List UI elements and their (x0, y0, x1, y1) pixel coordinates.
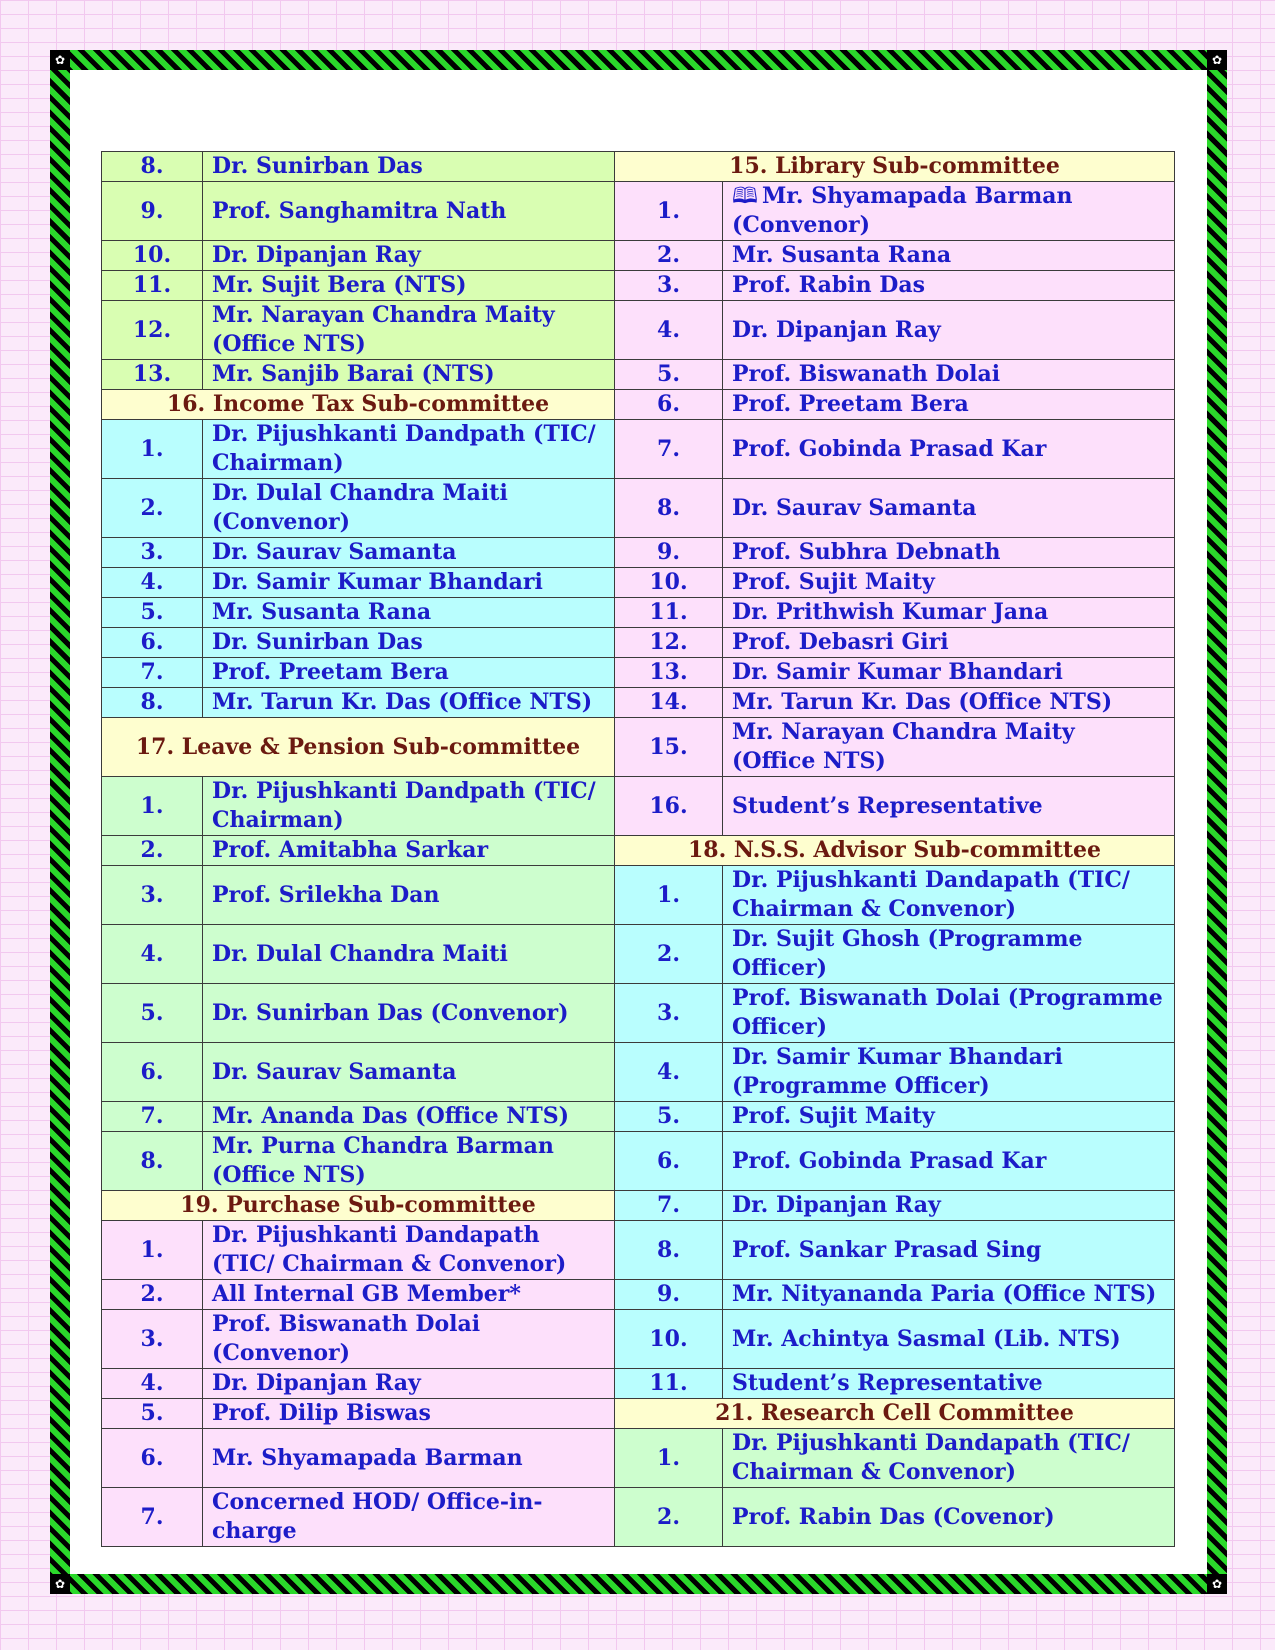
member-name-cell (723, 1132, 1175, 1191)
member-name: Prof. Preetam Bera (732, 391, 969, 417)
member-name: Mr. Sanjib Barai (NTS) (212, 361, 495, 387)
member-name: Dr. Pijushkanti Dandpath (TIC/ Chairman) (212, 421, 596, 476)
member-name: Prof. Sanghamitra Nath (212, 197, 507, 224)
member-name-cell (723, 1221, 1175, 1280)
member-name-cell (723, 538, 1175, 568)
table-row (102, 1488, 1175, 1547)
section-heading: 15. Library Sub-committee (615, 152, 1175, 182)
member-name: Prof. Biswanath Dolai (732, 361, 1001, 387)
table-row (102, 1429, 1175, 1488)
serial-number: 15. (615, 718, 723, 777)
member-name: Student’s Representative (732, 1370, 1043, 1396)
member-name: Prof. Biswanath Dolai (Convenor) (212, 1311, 481, 1366)
member-name-cell (203, 182, 615, 241)
serial-number: 6. (102, 1043, 203, 1102)
table-row (102, 658, 1175, 688)
serial-number: 8. (615, 1221, 723, 1280)
table-row (102, 836, 1175, 866)
table-row (102, 1310, 1175, 1369)
section-heading: 19. Purchase Sub-committee (102, 1191, 615, 1221)
member-name-cell (203, 360, 615, 390)
serial-number: 7. (102, 1102, 203, 1132)
member-name: Prof. Sujit Maity (732, 1103, 935, 1129)
member-name: Dr. Prithwish Kumar Jana (732, 599, 1049, 625)
member-name-cell (723, 301, 1175, 360)
serial-number: 9. (615, 1280, 723, 1310)
committee-table-body (102, 152, 1175, 1547)
table-row (102, 984, 1175, 1043)
member-name: Prof. Biswanath Dolai (Programme Officer) (732, 985, 1163, 1040)
serial-number: 4. (615, 301, 723, 360)
section-heading: 16. Income Tax Sub-committee (102, 390, 615, 420)
member-name-cell (203, 1280, 615, 1310)
table-row (102, 1280, 1175, 1310)
member-name: Mr. Ananda Das (Office NTS) (212, 1103, 570, 1129)
member-name: Dr. Pijushkanti Dandpath (TIC/ Chairman) (212, 778, 596, 833)
member-name-cell (203, 479, 615, 538)
table-row (102, 866, 1175, 925)
member-name-cell (723, 1191, 1175, 1221)
table-row (102, 1043, 1175, 1102)
member-name-cell (723, 688, 1175, 718)
table-row (102, 152, 1175, 182)
serial-number: 7. (615, 420, 723, 479)
member-name: Mr. Susanta Rana (732, 242, 952, 268)
member-name-cell (203, 836, 615, 866)
section-heading: 17. Leave & Pension Sub-committee (102, 718, 615, 777)
table-row (102, 301, 1175, 360)
member-name-cell (723, 1310, 1175, 1369)
member-name-cell (723, 241, 1175, 271)
member-name-cell (203, 1369, 615, 1399)
member-name-cell (723, 271, 1175, 301)
serial-number: 9. (102, 182, 203, 241)
member-name-cell (723, 1488, 1175, 1547)
member-name-cell (203, 271, 615, 301)
serial-number: 9. (615, 538, 723, 568)
table-row (102, 925, 1175, 984)
serial-number: 5. (615, 1102, 723, 1132)
member-name-cell (723, 568, 1175, 598)
member-name-cell (723, 866, 1175, 925)
member-name-cell (203, 658, 615, 688)
serial-number: 2. (102, 1280, 203, 1310)
serial-number: 2. (615, 925, 723, 984)
member-name: Dr. Dulal Chandra Maiti (Convenor) (212, 480, 508, 535)
member-name: Prof. Dilip Biswas (212, 1400, 431, 1426)
member-name: Mr. Susanta Rana (212, 599, 432, 625)
serial-number: 12. (102, 301, 203, 360)
serial-number: 2. (615, 1488, 723, 1547)
member-name-cell (203, 598, 615, 628)
member-name-cell (723, 360, 1175, 390)
table-row (102, 718, 1175, 777)
member-name: Prof. Sankar Prasad Sing (732, 1236, 1042, 1263)
member-name-cell (203, 984, 615, 1043)
member-name: Prof. Debasri Giri (732, 629, 949, 655)
member-name-cell (203, 1310, 615, 1369)
serial-number: 6. (615, 1132, 723, 1191)
serial-number: 3. (102, 1310, 203, 1369)
member-name-cell (203, 420, 615, 479)
table-row (102, 271, 1175, 301)
table-row (102, 598, 1175, 628)
member-name-cell (203, 1221, 615, 1280)
member-name-cell (203, 688, 615, 718)
table-row (102, 182, 1175, 241)
table-row (102, 1191, 1175, 1221)
serial-number: 8. (102, 688, 203, 718)
member-name-cell (723, 390, 1175, 420)
member-name: Mr. Narayan Chandra Maity (Office NTS) (732, 719, 1075, 774)
member-name: Prof. Srilekha Dan (212, 881, 440, 908)
member-name: All Internal GB Member* (212, 1281, 521, 1307)
serial-number: 8. (102, 1132, 203, 1191)
serial-number: 5. (102, 1399, 203, 1429)
member-name-cell (203, 1429, 615, 1488)
member-name: Dr. Dipanjan Ray (732, 316, 941, 343)
member-name: Dr. Samir Kumar Bhandari (Programme Officer) (732, 1044, 1063, 1099)
member-name: Dr. Sunirban Das (212, 629, 423, 655)
serial-number: 5. (102, 984, 203, 1043)
member-name-cell (723, 718, 1175, 777)
member-name: Prof. Gobinda Prasad Kar (732, 1147, 1047, 1174)
serial-number: 3. (102, 538, 203, 568)
member-name: Dr. Pijushkanti Dandapath (TIC/ Chairman & Convenor) (732, 867, 1130, 922)
serial-number: 4. (102, 925, 203, 984)
table-row (102, 1369, 1175, 1399)
member-name-cell (723, 925, 1175, 984)
member-name: Mr. Achintya Sasmal (Lib. NTS) (732, 1325, 1121, 1352)
table-row (102, 1102, 1175, 1132)
member-name-cell (203, 866, 615, 925)
member-name-cell (723, 658, 1175, 688)
serial-number: 7. (615, 1191, 723, 1221)
serial-number: 1. (615, 866, 723, 925)
member-name: Mr. Sujit Bera (NTS) (212, 272, 467, 298)
member-name-cell (723, 1369, 1175, 1399)
section-heading: 21. Research Cell Committee (615, 1399, 1175, 1429)
member-name-cell (203, 1488, 615, 1547)
member-name-cell (203, 1043, 615, 1102)
corner-ornament-icon: ✿ (50, 1574, 70, 1594)
member-name: Mr. Tarun Kr. Das (Office NTS) (732, 689, 1113, 715)
member-name-cell (723, 182, 1175, 241)
table-row (102, 628, 1175, 658)
table-row (102, 1399, 1175, 1429)
member-name-cell (723, 1280, 1175, 1310)
member-name-cell (203, 538, 615, 568)
serial-number: 1. (615, 1429, 723, 1488)
serial-number: 4. (102, 1369, 203, 1399)
table-row (102, 360, 1175, 390)
member-name: Prof. Preetam Bera (212, 659, 449, 685)
member-name-cell (203, 152, 615, 182)
serial-number: 1. (102, 1221, 203, 1280)
member-name: Dr. Dipanjan Ray (212, 1370, 421, 1396)
serial-number: 11. (615, 598, 723, 628)
member-name: Mr. Shyamapada Barman (Convenor) (732, 183, 1073, 238)
member-name: Dr. Pijushkanti Dandapath (TIC/ Chairman & Convenor) (212, 1222, 567, 1277)
member-name-cell (203, 777, 615, 836)
serial-number: 13. (102, 360, 203, 390)
member-name-cell (723, 420, 1175, 479)
member-name: Prof. Amitabha Sarkar (212, 837, 489, 863)
corner-ornament-icon: ✿ (1207, 50, 1227, 70)
member-name-cell (723, 628, 1175, 658)
member-name-cell (723, 1429, 1175, 1488)
member-name: Dr. Samir Kumar Bhandari (732, 659, 1063, 685)
member-name: Dr. Sunirban Das (212, 153, 423, 179)
table-row (102, 241, 1175, 271)
serial-number: 8. (102, 152, 203, 182)
serial-number: 1. (615, 182, 723, 241)
member-name-cell (723, 598, 1175, 628)
member-name: Dr. Dipanjan Ray (212, 242, 421, 268)
member-name: Mr. Shyamapada Barman (212, 1444, 523, 1471)
table-row (102, 420, 1175, 479)
member-name: Dr. Saurav Samanta (212, 1058, 457, 1085)
serial-number: 4. (615, 1043, 723, 1102)
serial-number: 3. (615, 271, 723, 301)
serial-number: 7. (102, 1488, 203, 1547)
member-name: Dr. Dulal Chandra Maiti (212, 940, 508, 967)
member-name: Mr. Nityananda Paria (Office NTS) (732, 1281, 1157, 1307)
serial-number: 2. (102, 479, 203, 538)
member-name-cell (723, 479, 1175, 538)
serial-number: 7. (102, 658, 203, 688)
serial-number: 4. (102, 568, 203, 598)
serial-number: 10. (102, 241, 203, 271)
member-name-cell (203, 925, 615, 984)
serial-number: 3. (615, 984, 723, 1043)
table-row (102, 1132, 1175, 1191)
member-name-cell (723, 1043, 1175, 1102)
member-name: Dr. Dipanjan Ray (732, 1192, 941, 1218)
member-name-cell (723, 984, 1175, 1043)
member-name-cell (203, 1132, 615, 1191)
table-row (102, 390, 1175, 420)
table-row (102, 479, 1175, 538)
serial-number: 6. (102, 1429, 203, 1488)
serial-number: 8. (615, 479, 723, 538)
member-name-cell (203, 1102, 615, 1132)
serial-number: 10. (615, 568, 723, 598)
member-name-cell (723, 777, 1175, 836)
table-row (102, 688, 1175, 718)
serial-number: 2. (615, 241, 723, 271)
member-name: Mr. Tarun Kr. Das (Office NTS) (212, 689, 593, 715)
serial-number: 2. (102, 836, 203, 866)
member-name-cell (203, 241, 615, 271)
member-name-cell (723, 1102, 1175, 1132)
member-name-cell (203, 628, 615, 658)
member-name: Dr. Pijushkanti Dandapath (TIC/ Chairman & Convenor) (732, 1430, 1130, 1485)
table-row (102, 568, 1175, 598)
member-name: Dr. Saurav Samanta (212, 539, 457, 565)
member-name: Mr. Narayan Chandra Maity (Office NTS) (212, 302, 555, 357)
serial-number: 1. (102, 420, 203, 479)
member-name: Prof. Gobinda Prasad Kar (732, 435, 1047, 462)
member-name: Prof. Sujit Maity (732, 569, 935, 595)
member-name: Mr. Purna Chandra Barman (Office NTS) (212, 1133, 554, 1188)
member-name: Dr. Sunirban Das (Convenor) (212, 999, 569, 1026)
corner-ornament-icon: ✿ (1207, 1574, 1227, 1594)
member-name: Dr. Saurav Samanta (732, 494, 977, 521)
member-name: Dr. Samir Kumar Bhandari (212, 569, 543, 595)
serial-number: 14. (615, 688, 723, 718)
member-name-cell (203, 301, 615, 360)
committee-table (101, 151, 1175, 1547)
serial-number: 5. (615, 360, 723, 390)
member-name: Prof. Rabin Das (732, 272, 925, 298)
member-name: Prof. Rabin Das (Covenor) (732, 1503, 1055, 1530)
table-row (102, 1221, 1175, 1280)
member-name: Concerned HOD/ Office-in-charge (212, 1489, 543, 1544)
serial-number: 5. (102, 598, 203, 628)
member-name-cell (203, 1399, 615, 1429)
table-row (102, 777, 1175, 836)
corner-ornament-icon: ✿ (50, 50, 70, 70)
member-name: Dr. Sujit Ghosh (Programme Officer) (732, 926, 1083, 981)
serial-number: 16. (615, 777, 723, 836)
serial-number: 3. (102, 866, 203, 925)
serial-number: 13. (615, 658, 723, 688)
serial-number: 1. (102, 777, 203, 836)
serial-number: 11. (102, 271, 203, 301)
serial-number: 6. (615, 390, 723, 420)
serial-number: 6. (102, 628, 203, 658)
book-icon: 🕮 (732, 184, 758, 209)
serial-number: 10. (615, 1310, 723, 1369)
serial-number: 12. (615, 628, 723, 658)
serial-number: 11. (615, 1369, 723, 1399)
section-heading: 18. N.S.S. Advisor Sub-committee (615, 836, 1175, 866)
member-name: Student’s Representative (732, 792, 1043, 819)
table-row (102, 538, 1175, 568)
member-name-cell (203, 568, 615, 598)
member-name: Prof. Subhra Debnath (732, 539, 1001, 565)
